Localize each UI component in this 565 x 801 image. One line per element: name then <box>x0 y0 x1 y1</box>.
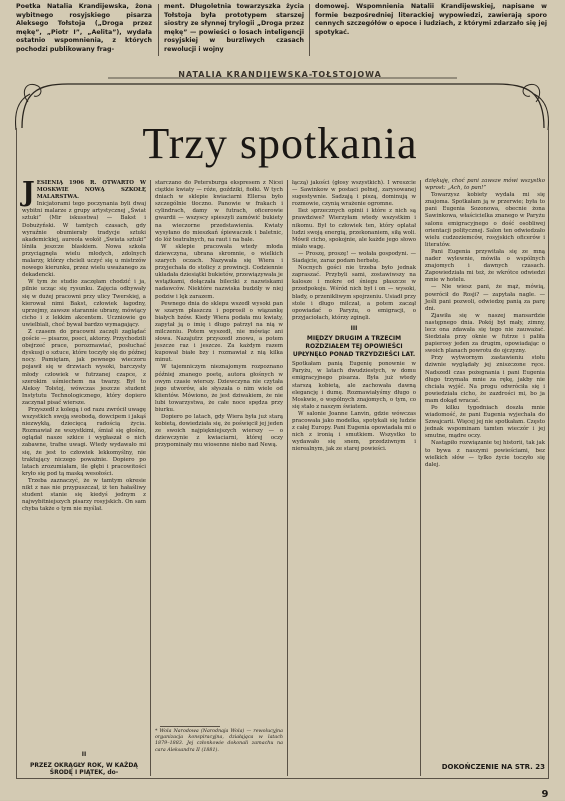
column-1 <box>22 177 146 776</box>
author-name: NATALIA KRANDIJEWSKA-TOŁSTOJOWA <box>178 70 382 79</box>
intro-col-3 <box>315 3 547 57</box>
col-divider-2 <box>287 180 288 776</box>
col3-p4: Nocnych gości nie trzeba było jednak zapraszać. Przybyli sami, zostawiwszy na kalosze i mokre od śniegu płaszcze w przedpokoju. Wśród nich był i on — wysoki, blady, o przenikliwym spojrzeniu. Usiadł przy stole i długo milczał, a potem zaczął opowiadać o Paryżu, o emigracji, o przyjaciołach, którzy zginęli. <box>292 265 416 321</box>
col2-p1: starczano do Petersburga ekspresem z Nicei ciężkie kwiaty — róże, goździki, fiołki. W tych dniach w sklepie kwiaciarni Ellersa było szczególnie tłoczno. Panowie w frakach i cylindrach, damy w futrach, oficerowie gwardii — wszyscy spieszyli zamówić bukiety na wieczorne przedstawienia. Kwiaty wysyłano do mieszkań śpiewaczek i baletnic, do lóż teatralnych, na raut i na bale. <box>155 180 283 243</box>
col1-p4: Przyszedł z kolegą i od razu zwrócił uwagę wszystkich swoją swobodą, dowcipem i jakąś niezwykłą, dziecięcą radością życia. Rozmawiał ze wszystkimi, śmiał się głośno, oglądał nasze szkice i wygłaszał o nich zabawne, trafne uwagi. Wtedy wydawało mi się, że jest to człowiek lekkomyślny, nie traktujący niczego poważnie. Dopiero po latach zrozumiałam, ile głębi i pracowitości kryło się pod tą maską wesołości. <box>22 407 146 477</box>
section-roman-two: II <box>81 751 87 758</box>
col3-p2: Ileż sprzecznych opinii i które z nich są prawdziwe? Wierzyłam wtedy wszystkim i nikomu. Był to człowiek ten, który oplatał ludzi swoją energią, przekonaniem, siłą woli. Mówił cicho, spokojnie, ale każde jego słowo miało wagę. <box>292 208 416 250</box>
col1-p1: Inicjatorami tego poczynania byli dwaj wybitni malarze z grupy artystycznej „Świat sztuki” (Mir iskusstwa) — Bakst i Dobużyński. W tamtych czasach, gdy wyraźnie obumierały tradycje sztuki akademickiej, aureola wokół „Świata sztuki” lśniła jeszcze blaskiem. Nowa szkoła przyciągnęła wielu młodych, zdolnych malarzy, którzy chcieli uczyć się u mistrzów nowego kierunku, przez wielu uważanego za dekadencki. <box>22 201 146 279</box>
col3-p5: Spotkałam panią Eugenię ponownie w Paryżu, w latach dwudziestych, w domu emigracyjnego pisarza. Była już wtedy starszą kobietą, ale zachowała dawną elegancję i dumę. Rozmawiałyśmy długo o Moskwie, o wspólnych znajomych, o tym, co się stało z naszym światem. <box>292 361 416 410</box>
column-3 <box>292 180 416 776</box>
col4-p4: — Nie wiesz pani, że mąż, mówią, powrócił do Rosji? — zapytała nagle. — Jeśli pani pozwoli, odwiedzę panią za parę dni. <box>425 284 545 312</box>
col2-p4: W tajemniczym nieznajomym rozpoznano później znanego poetę, autora głośnych w owym czasie wierszy. Dziewczyna nie czytała jego utworów, ale słyszała o nim wiele od klientów. Mówiono, że jest dziwakiem, że nie lubi towarzystwa, że całe noce spędza przy biurku. <box>155 364 283 413</box>
col-divider-3 <box>420 180 421 776</box>
col-divider-1 <box>150 180 151 776</box>
intro-divider-1 <box>158 4 159 56</box>
col3-caps-heading: MIĘDZY DRUGIM A TRZECIM ROZDZIAŁEM TEJ OPOWIEŚCI UPŁYNĘŁO PONAD TRZYDZIEŚCI LAT. <box>292 335 416 358</box>
col4-p1: dziękuję, choć pani zawsze mówi wszystko wprost: „Ach, to pan!” <box>425 178 545 192</box>
col2-footnote <box>155 729 283 775</box>
col4-p7: Po kilku tygodniach doszła mnie wiadomość, że pani Eugenia wyjechała do Szwajcarii. Więcej jej nie spotkałam. Często jednak wspominam tamten wieczór i jej smutne, mądre oczy. <box>425 405 545 440</box>
intro-text-1: Poetka Natalia Krandijewska, żona wybitnego rosyjskiego pisarza Aleksego Tołstoja („Droga przez mękę”, „Piotr I”, „Aelita”), wydała ostatnio wspomnienia, z których pochodzi publikowany frag- <box>16 3 152 53</box>
page-number-box <box>535 782 555 800</box>
intro-col-1 <box>16 3 152 57</box>
article-title: Trzy spotkania <box>142 119 418 168</box>
footnote-text: * Wola Narodowa (Narodnaja Wola) — rewolucyjna organizacja konspiracyjna, działająca w latach 1879–1883. Jej członkowie dokonali zamachu na cara Aleksandra II (1881). <box>155 729 283 753</box>
col4-p6: Przy wytwornym zastawieniu stołu dziwnie wyglądały jej zniszczone ręce. Nadszedł czas pożegnania i pani Eugenia długo trzymała mnie za rękę, jakby nie chciała wyjść. Na progu odwróciła się i powiedziała cicho, że zazdrości mi, bo ja mam dokąd wracać. <box>425 355 545 404</box>
col2-p5: Dopiero po latach, gdy Wiera była już starą kobietą, dowiedziała się, że poświęcił jej jeden ze swoich najpiękniejszych wierszy — o dziewczynie z kwiaciarni, której oczy przypominały mu wiosenne niebo nad Newą. <box>155 414 283 449</box>
page-number: 9 <box>541 789 549 800</box>
col4-p3: Pani Eugenia przywitała się ze mną nader wylewnie, mówiła o wspólnych znajomych i dawnych czasach. Zapowiedziała mi też, że wkrótce odwiedzi mnie w hotelu. <box>425 248 545 284</box>
frame-right-line <box>548 128 549 778</box>
col4-p5: Zjawiła się w naszej mansardzie następnego dnia. Pokój był mały, zimny, lecz ona zdawała się tego nie zauważać. Siedziała przy oknie w futrze i paliła papierosy jeden za drugim, opowiadając o swoich planach powrotu do ojczyzny. <box>425 312 545 355</box>
title-block <box>140 118 420 178</box>
col3-p3: — Proszę, proszę! — wołała gospodyni. — Siadajcie, zaraz podam herbatę. <box>292 250 416 265</box>
col3-p1: łączą) jakości (głosy wszystkich). I wreszcie — Sawinkow w postaci pełnej, zarysowanej sugestywnie. Sadzają i piszą, dominują w rozmowie, czynią wrażenie ogromne. <box>292 180 416 208</box>
col1-p2: W tym że studio zaczęłam chodzić i ja, pilnie ucząc się rysunku. Zajęcia odbywały się w dużej pracowni przy ulicy Twerskiej, a kierował nimi Bakst, człowiek łagodny, uprzejmy, zawsze starannie ubrany, mówiący cicho i z lekkim akcentem. Uczniowie go uwielbiali, choć bywał bardzo wymagający. <box>22 279 146 328</box>
intro-text-2: ment. Długoletnia towarzyszka życia Tołstoja była prototypem starszej siostry ze słynnej trylogii „Droga przez mękę” — powieści o losach inteligencji rosyjskiej w burzliwych czasach rewolucji i wojny <box>164 3 304 53</box>
footnote-rule <box>160 726 220 727</box>
frame-left-line <box>16 128 17 778</box>
col2-p2: W sklepie pracowała wtedy młoda dziewczyna, ubrana skromnie, o wielkich szarych oczach. Nazywała się Wiera i przyjechała do stolicy z prowincji. Codziennie układała dziesiątki bukietów, przewiązywała je wstążkami, dołączała bileciki z nazwiskami nadawców. Niektóre nazwiska budziły w niej podziw i lęk zarazem. <box>155 243 283 300</box>
continued-on-page: DOKOŃCZENIE NA STR. 23 <box>441 763 545 771</box>
continuation-note <box>425 754 545 771</box>
col4-p8: Nastąpiło rozwiązanie tej historii, tak jak to bywa z naszymi powieściami, bez wielkich słów — tylko życie toczyło się dalej. <box>425 440 545 468</box>
col3-p6: W salonie Joanne Lanvin, gdzie wówczas pracowała jako modelka, spotykali się ludzie z całej Europy. Pani Eugenia opowiadała mi o nich z ironią i smutkiem. Wszystko to wydawało się snem, przedziwnym i nierealnym, jak ze starej powieści. <box>292 410 416 453</box>
col1-p3: Z czasem do pracowni zaczęli zaglądać goście — pisarze, poeci, aktorzy. Przychodzili obejrzeć prace, porozmawiać, posłuchać dyskusji o sztuce, które toczyły się do późnej nocy. Pamiętam, jak pewnego wieczoru pojawił się w drzwiach wysoki, barczysty młody człowiek w futrzanej czapce, z szerokim uśmiechem na twarzy. Był to Aleksy Tołstoj, wówczas jeszcze student Instytutu Technologicznego, który dopiero zaczynał pisać wiersze. <box>22 328 146 406</box>
col1-lead: ESIENIĄ 1906 R. OTWARTO W MOSKWIE NOWĄ SZKOŁĘ MALARSTWA. <box>36 180 146 201</box>
column-4 <box>425 178 545 752</box>
col2-p3: Pewnego dnia do sklepu wszedł wysoki pan w szarym płaszczu i poprosił o wiązankę białych bzów. Kiedy Wiera podała mu kwiaty, zapytał ją o imię i długo patrzył na nią w milczeniu. Potem wyszedł, nie mówiąc ani słowa. Nazajutrz przyszedł znowu, a potem jeszcze raz i jeszcze. Za każdym razem kupował białe bzy i rozmawiał z nią kilka minut. <box>155 300 283 364</box>
bottom-rule <box>16 778 549 779</box>
col1-heading: PRZEZ OKRĄGŁY ROK, W KAŻDĄ ŚRODĘ I PIĄTEK, do- <box>30 761 138 777</box>
drop-cap: J <box>22 177 35 208</box>
col1-p5: Trzeba zaznaczyć, że w tamtym okresie nikt z nas nie przypuszczał, iż ten hałaśliwy student stanie się kiedyś jednym z najwybitniejszych pisarzy rosyjskich. On sam chyba także o tym nie myślał. <box>22 477 146 513</box>
intro-divider-2 <box>309 4 310 56</box>
col4-p2: Towarzysz kobiety wydała mi się znajoma. Spotkałam ją w przerwie; była to pani Eugenia Sozonowa, obecnie żona Sawinkowa, właścicielka znanego w Paryżu salonu emigracyjnego o dość osobliwej orientacji politycznej. Salon ten odwiedzało wielu cudzoziemców, rosyjskich oficerów i literatów. <box>425 192 545 248</box>
intro-text-3: domowej. Wspomnienia Natalii Krandijewskiej, napisane w formie bezpośredniej literackiej wypowiedzi, zawierają sporo cennych szczegółów o epoce i ludziach, z którymi zdarzało się jej spotykać. <box>315 3 547 36</box>
section-roman-three: III <box>350 324 358 332</box>
intro-col-2 <box>164 3 304 57</box>
column-2 <box>155 180 283 776</box>
col1-section-head <box>22 748 146 776</box>
